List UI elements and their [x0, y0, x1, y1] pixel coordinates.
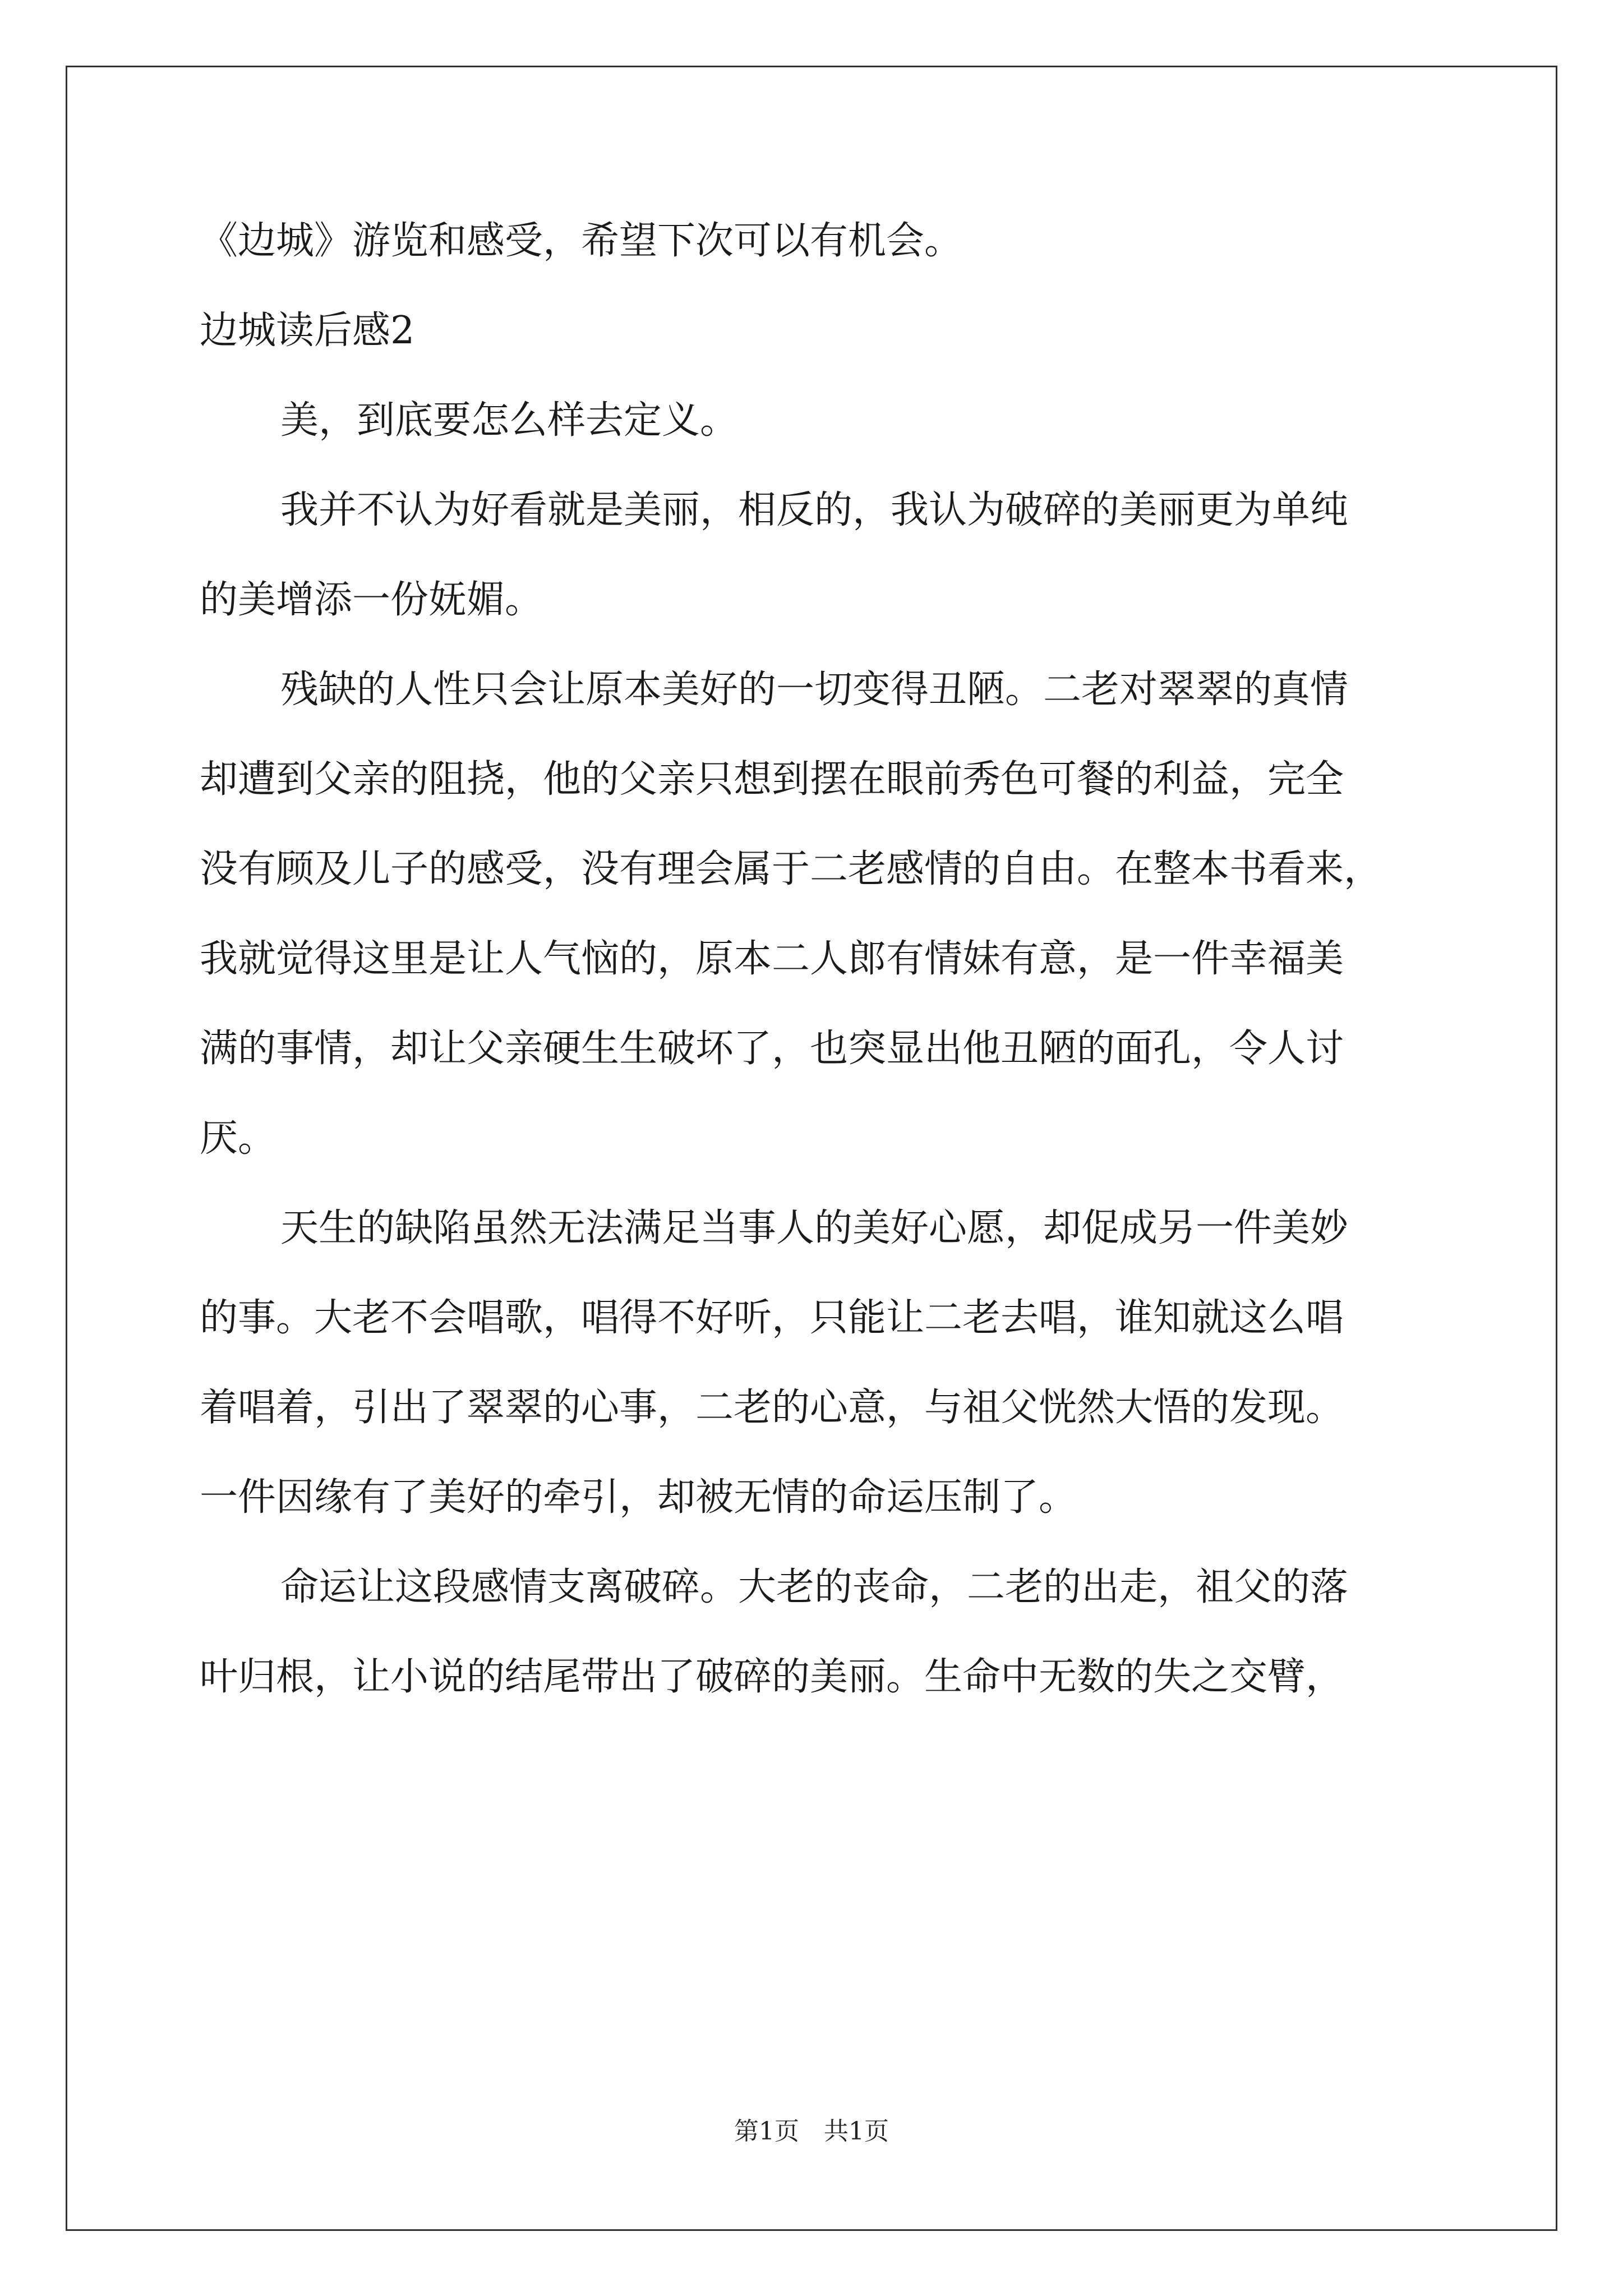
- page-border: [66, 66, 1557, 2231]
- paragraph-line: 的美增添一份妩媚。: [200, 578, 543, 622]
- paragraph-line: 厌。: [200, 1116, 276, 1161]
- section-heading: 边城读后感2: [200, 309, 415, 353]
- paragraph-line: 没有顾及儿子的感受，没有理会属于二老感情的自由。在整本书看来，: [200, 847, 1382, 891]
- paragraph-line: 天生的缺陷虽然无法满足当事人的美好心愿，却促成另一件美妙: [280, 1206, 1349, 1250]
- paragraph-line: 却遭到父亲的阻挠，他的父亲只想到摆在眼前秀色可餐的利益，完全: [200, 757, 1344, 802]
- paragraph-line: 我就觉得这里是让人气恼的，原本二人郎有情妹有意，是一件幸福美: [200, 937, 1344, 981]
- paragraph-line: 的事。大老不会唱歌，唱得不好听，只能让二老去唱，谁知就这么唱: [200, 1296, 1344, 1340]
- paragraph-line: 残缺的人性只会让原本美好的一切变得丑陋。二老对翠翠的真情: [280, 668, 1349, 712]
- paragraph-line: 我并不认为好看就是美丽，相反的，我认为破碎的美丽更为单纯: [280, 488, 1349, 532]
- paragraph-line: 命运让这段感情支离破碎。大老的丧命，二老的出走，祖父的落: [280, 1565, 1349, 1609]
- paragraph-line: 《边城》游览和感受，希望下次可以有机会。: [200, 219, 963, 263]
- paragraph-line: 满的事情，却让父亲硬生生破坏了，也突显出他丑陋的面孔，令人讨: [200, 1027, 1344, 1071]
- paragraph-line: 一件因缘有了美好的牵引，却被无情的命运压制了。: [200, 1475, 1077, 1520]
- paragraph-line: 叶归根，让小说的结尾带出了破碎的美丽。生命中无数的失之交臂，: [200, 1655, 1344, 1699]
- page-number-footer: 第1页 共1页: [734, 2117, 889, 2146]
- paragraph-line: 着唱着，引出了翠翠的心事，二老的心意，与祖父恍然大悟的发现。: [200, 1386, 1344, 1430]
- paragraph-line: 美，到底要怎么样去定义。: [280, 398, 739, 443]
